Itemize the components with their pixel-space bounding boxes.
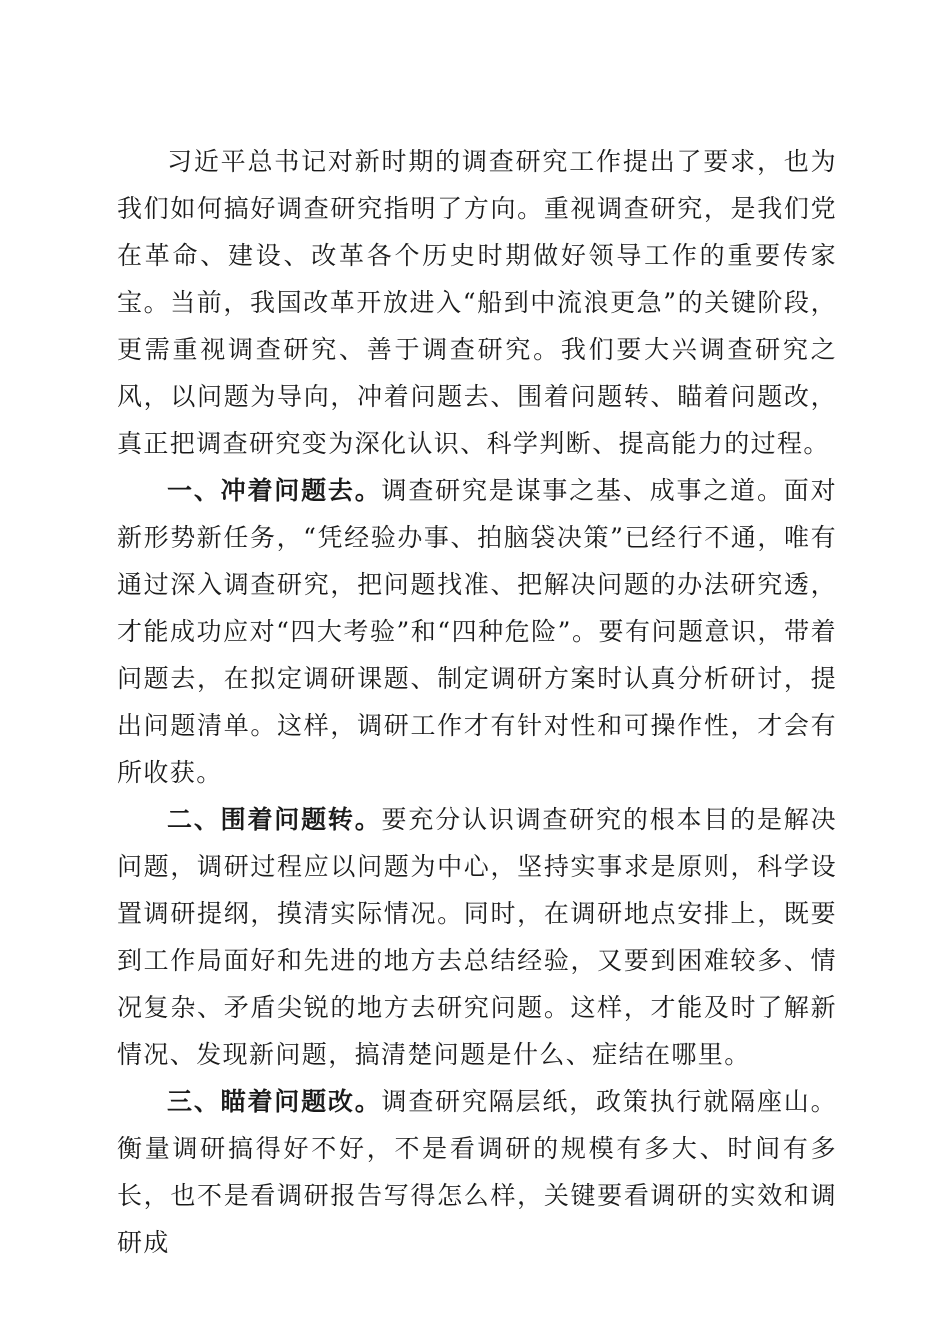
section-heading-3: 三、瞄着问题改。 (167, 1087, 382, 1116)
section-body-1: 调查研究是谋事之基、成事之道。面对新形势新任务，“凭经验办事、拍脑袋决策”已经行不通，唯有通过深入调查研究，把问题找准、把解决问题的办法研究透，才能成功应对“四大考验”和“四种危险”。要有问题意识，带着问题去，在拟定调研课题、制定调研方案时认真分析研讨，提出问题清单。这样，调研工作才有针对性和可操作性，才会有所收获。 (117, 476, 837, 787)
section-body-3: 调查研究隔层纸，政策执行就隔座山。衡量调研搞得好不好，不是看调研的规模有多大、时间有多长，也不是看调研报告写得怎么样，关键要看调研的实效和调研成 (117, 1087, 837, 1257)
section-paragraph-2 (117, 796, 837, 1078)
section-heading-2: 二、围着问题转。 (167, 805, 382, 834)
section-paragraph-3 (117, 1078, 837, 1266)
section-paragraph-1 (117, 467, 837, 796)
section-body-2: 要充分认识调查研究的根本目的是解决问题，调研过程应以问题为中心，坚持实事求是原则，科学设置调研提纲，摸清实际情况。同时，在调研地点安排上，既要到工作局面好和先进的地方去总结经验，又要到困难较多、情况复杂、矛盾尖锐的地方去研究问题。这样，才能及时了解新情况、发现新问题，搞清楚问题是什么、症结在哪里。 (117, 805, 837, 1069)
section-heading-1: 一、冲着问题去。 (167, 476, 382, 505)
intro-paragraph: 习近平总书记对新时期的调查研究工作提出了要求，也为我们如何搞好调查研究指明了方向。重视调查研究，是我们党在革命、建设、改革各个历史时期做好领导工作的重要传家宝。当前，我国改革开放进入“船到中流浪更急”的关键阶段，更需重视调查研究、善于调查研究。我们要大兴调查研究之风，以问题为导向，冲着问题去、围着问题转、瞄着问题改，真正把调查研究变为深化认识、科学判断、提高能力的过程。 (117, 147, 837, 458)
document-page (117, 138, 837, 1266)
